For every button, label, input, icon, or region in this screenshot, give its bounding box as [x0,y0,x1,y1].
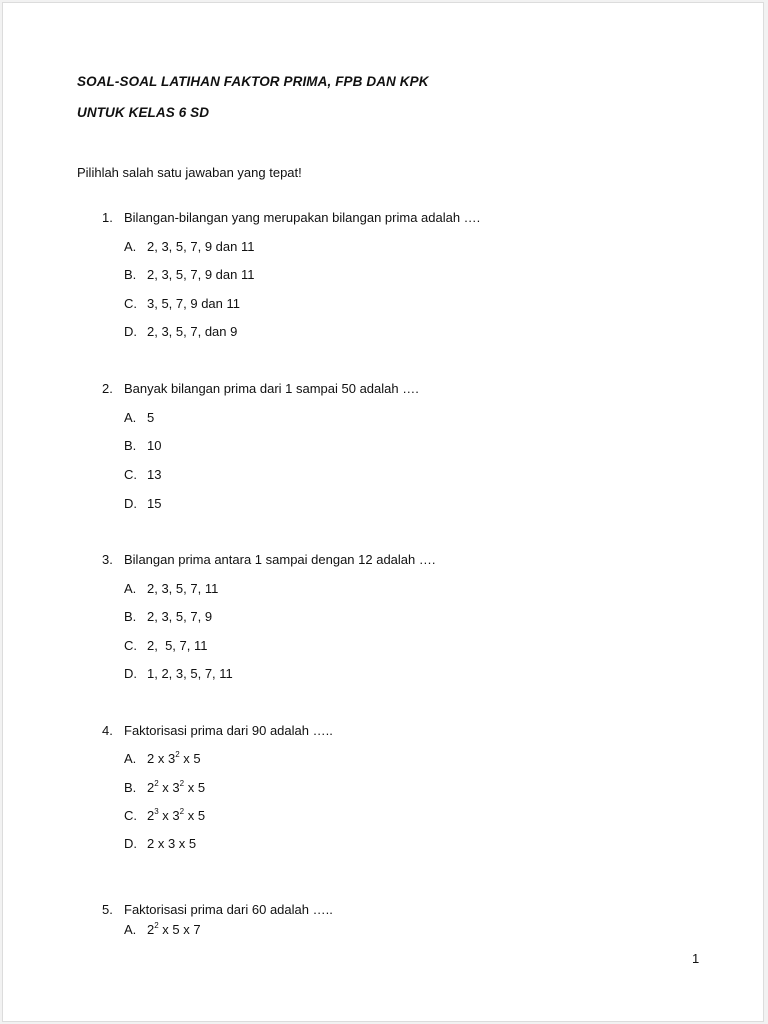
question-3 [102,552,436,567]
question-4 [102,723,333,738]
option-text: $2^2$ x 5 x 7 [147,921,201,937]
question-2 [102,381,419,396]
option-text: 2, 3, 5, 7, 11 [147,581,219,596]
document-title: SOAL-SOAL LATIHAN FAKTOR PRIMA, FPB DAN KPK [77,74,429,89]
option-letter: A. [124,239,137,254]
option-3a [124,581,218,596]
question-text: Faktorisasi prima dari 90 adalah ….. [124,723,333,738]
option-1a [124,239,254,254]
option-letter: B. [124,438,137,453]
option-4c [124,808,205,823]
option-letter: A. [124,581,137,596]
option-2b [124,438,161,453]
option-2c [124,467,161,482]
option-text: 2, 3, 5, 7, 9 [147,609,213,624]
question-text: Bilangan prima antara 1 sampai dengan 12 adalah …. [124,552,436,567]
option-letter: D. [124,666,137,681]
option-text: 2, 3, 5, 7, dan 9 [147,324,238,339]
option-letter: D. [124,496,137,511]
option-3d [124,666,233,681]
question-number: 1. [102,210,113,225]
option-letter: B. [124,609,137,624]
option-5a [124,922,201,937]
option-1d [124,324,237,339]
question-5 [102,902,333,917]
option-letter: B. [124,780,137,795]
option-letter: C. [124,296,137,311]
option-3b [124,609,212,624]
option-4d [124,836,196,851]
question-1 [102,210,480,225]
option-text: 10 [147,438,162,453]
option-text: 2, 3, 5, 7, 9 dan 11 [147,267,255,282]
question-number: 5. [102,902,113,917]
option-text: 2, 3, 5, 7, 9 dan 11 [147,239,255,254]
question-number: 4. [102,723,113,738]
question-text: Faktorisasi prima dari 60 adalah ….. [124,902,333,917]
option-text: 15 [147,496,162,511]
option-text: 2 x 3 x 5 [147,836,197,851]
option-2a [124,410,154,425]
option-3c [124,638,207,653]
option-letter: C. [124,467,137,482]
document-page [2,2,764,1022]
option-4b [124,780,205,795]
option-letter: D. [124,836,137,851]
option-1c [124,296,240,311]
option-text: $2^2$ x $3^2$ x 5 [147,779,206,795]
option-text: 3, 5, 7, 9 dan 11 [147,296,240,311]
option-letter: C. [124,808,137,823]
option-text: 13 [147,467,162,482]
option-letter: C. [124,638,137,653]
option-letter: D. [124,324,137,339]
question-text: Bilangan-bilangan yang merupakan bilangan prima adalah …. [124,210,481,225]
question-number: 3. [102,552,113,567]
option-letter: A. [124,751,137,766]
document-subtitle: UNTUK KELAS 6 SD [77,105,210,120]
option-2d [124,496,161,511]
page-number: 1 [692,951,700,966]
option-letter: A. [124,410,137,425]
option-text: 1, 2, 3, 5, 7, 11 [147,666,233,681]
option-text: $2^3$ x $3^2$ x 5 [147,807,206,823]
question-text: Banyak bilangan prima dari 1 sampai 50 adalah …. [124,381,419,396]
option-text: 2, 5, 7, 11 [147,638,208,653]
option-letter: B. [124,267,137,282]
question-number: 2. [102,381,113,396]
instruction-text: Pilihlah salah satu jawaban yang tepat! [77,165,302,180]
option-letter: A. [124,922,137,937]
option-text: 2 x $3^2$ x 5 [147,750,201,766]
option-text: 5 [147,410,155,425]
option-1b [124,267,254,282]
option-4a [124,751,201,766]
